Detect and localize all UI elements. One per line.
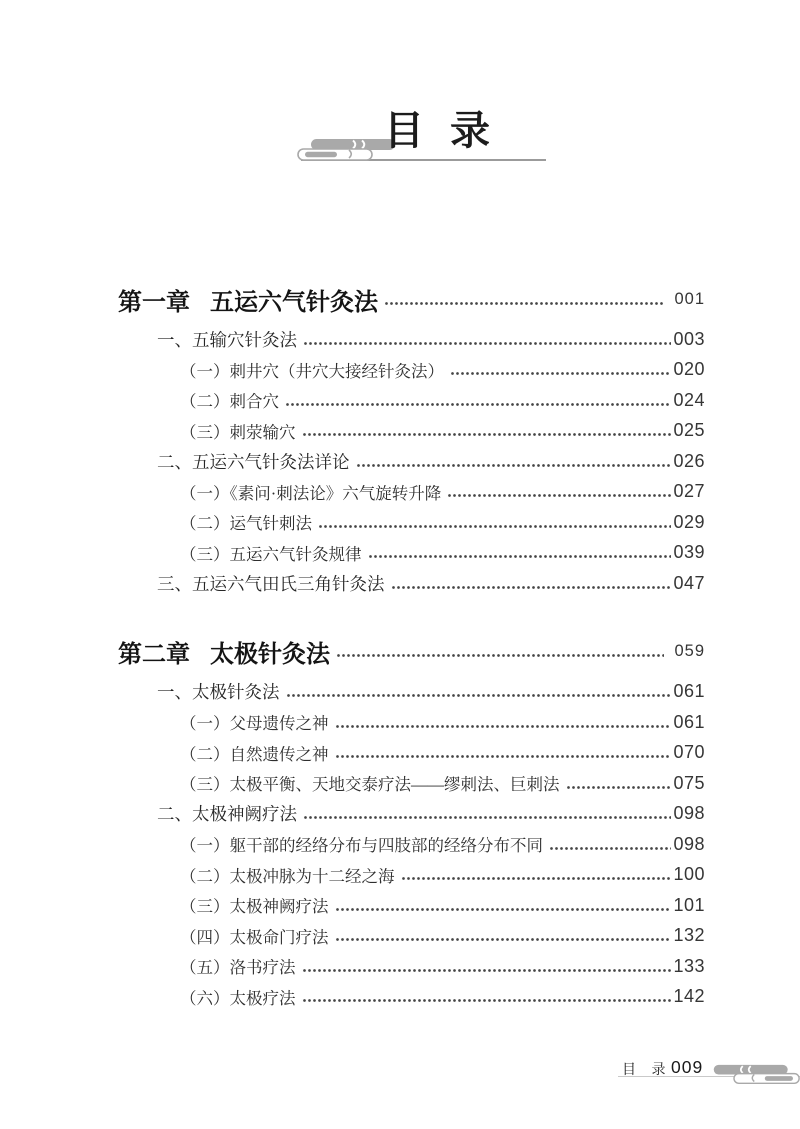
- toc-entry-row: [118, 538, 705, 569]
- page-number: 101: [673, 894, 705, 915]
- page-number: 027: [673, 481, 705, 502]
- page-number: 020: [673, 359, 705, 380]
- dot-leader: [335, 921, 672, 952]
- toc-chapter-label: [118, 282, 378, 317]
- page-number: 075: [673, 772, 705, 793]
- toc-entry-row: [118, 890, 705, 921]
- toc-entry-label: 二、五运六气针灸法详论: [157, 451, 350, 472]
- toc-entry-row: [118, 568, 705, 599]
- dot-leader: [285, 385, 671, 416]
- chapter-title: 五运六气针灸法: [210, 288, 378, 316]
- toc-entry-label: （三）太极平衡、天地交泰疗法——缪刺法、巨刺法: [180, 775, 560, 795]
- page-number: 061: [673, 681, 705, 702]
- toc-list: [118, 281, 705, 1012]
- toc-entry-label: （五）洛书疗法: [180, 958, 296, 978]
- page-number: 061: [673, 711, 705, 732]
- toc-entry-row: [118, 768, 705, 799]
- toc-entry-row: [118, 707, 705, 738]
- toc-entry-label: （三）五运六气针灸规律: [180, 544, 362, 564]
- toc-entry-label: （六）太极疗法: [180, 988, 296, 1008]
- dot-leader: [566, 768, 672, 799]
- dot-leader: [391, 568, 672, 599]
- toc-entry-label: （一）《素问·刺法论》六气旋转升降: [180, 483, 442, 503]
- dot-leader: [335, 890, 672, 921]
- toc-entry-row: [118, 951, 705, 982]
- dot-leader: [302, 951, 672, 982]
- toc-entry-label: （三）太极神阙疗法: [180, 897, 329, 917]
- page-number: 133: [673, 955, 705, 976]
- toc-entry-row: [118, 738, 705, 769]
- toc-entry-label: 三、五运六气田氏三角针灸法: [157, 573, 385, 594]
- dot-leader: [401, 860, 672, 891]
- dot-leader: [356, 446, 672, 477]
- toc-chapter-row: [118, 634, 705, 670]
- toc-entry-label: 二、太极神阙疗法: [157, 804, 297, 825]
- page-number: 026: [673, 450, 705, 471]
- dot-leader: [286, 677, 672, 708]
- page-title-char: 录: [450, 108, 490, 153]
- toc-chapter-label: [118, 634, 330, 669]
- page-number: 070: [673, 742, 705, 763]
- dot-leader: [302, 416, 672, 447]
- toc-entry-label: （三）刺荥输穴: [180, 422, 296, 442]
- page-number: 025: [673, 420, 705, 441]
- page-number: 003: [673, 328, 705, 349]
- toc-entry-row: [118, 799, 705, 830]
- toc-entry-row: [118, 385, 705, 416]
- toc-entry-row: [118, 677, 705, 708]
- page-number: 029: [673, 511, 705, 532]
- page-number: 132: [673, 925, 705, 946]
- toc-entry-row: [118, 477, 705, 508]
- toc-entry-row: [118, 446, 705, 477]
- toc-entry-label: （一）父母遗传之神: [180, 714, 329, 734]
- toc-entry-label: （二）太极冲脉为十二经之海: [180, 866, 395, 886]
- toc-entry-label: （一）刺井穴（井穴大接经针灸法）: [180, 361, 444, 381]
- dot-leader: [447, 477, 671, 508]
- page-number: 047: [673, 572, 705, 593]
- page-number: 098: [673, 803, 705, 824]
- toc-entry-row: [118, 416, 705, 447]
- page-number: 024: [673, 389, 705, 410]
- toc-entry-label: （二）自然遗传之神: [180, 744, 329, 764]
- dot-leader: [318, 507, 671, 538]
- toc-chapter-row: [118, 281, 705, 317]
- dot-leader: [549, 829, 671, 860]
- chapter-number: 第一章: [118, 288, 190, 316]
- toc-entry-label: （一）躯干部的经络分布与四肢部的经络分布不同: [180, 836, 543, 856]
- dot-leader: [450, 355, 671, 386]
- chapter-number: 第二章: [118, 641, 190, 668]
- page-number: 142: [673, 986, 705, 1007]
- page-number: 039: [673, 542, 705, 563]
- page-title: [314, 108, 560, 154]
- toc-entry-label: （二）刺合穴: [180, 392, 279, 412]
- footer-section-label: 目 录: [622, 1063, 672, 1078]
- chapter-title: 太极针灸法: [210, 641, 330, 668]
- cloud-scroll-icon: [712, 1063, 800, 1091]
- toc-entry-label: 一、五输穴针灸法: [157, 329, 297, 350]
- toc-entry-label: 一、太极针灸法: [157, 682, 280, 703]
- toc-entry-row: [118, 982, 705, 1013]
- toc-entry-row: [118, 829, 705, 860]
- page-number: 001: [674, 289, 705, 308]
- page-title-char: 目: [384, 108, 424, 153]
- dot-leader: [368, 538, 672, 569]
- page-number: 098: [673, 833, 705, 854]
- toc-entry-label: （二）运气针刺法: [180, 514, 312, 534]
- dot-leader: [384, 281, 664, 317]
- dot-leader: [336, 634, 664, 670]
- toc-entry-row: [118, 355, 705, 386]
- toc-entry-row: [118, 860, 705, 891]
- toc-entry-label: （四）太极命门疗法: [180, 927, 329, 947]
- page-number: 059: [674, 642, 705, 660]
- toc-entry-row: [118, 324, 705, 355]
- dot-leader: [335, 707, 672, 738]
- dot-leader: [303, 324, 671, 355]
- dot-leader: [302, 982, 672, 1013]
- dot-leader: [335, 738, 672, 769]
- dot-leader: [303, 799, 671, 830]
- toc-entry-row: [118, 507, 705, 538]
- page-number: 100: [673, 864, 705, 885]
- toc-entry-row: [118, 921, 705, 952]
- footer-page-number: 009: [671, 1057, 704, 1077]
